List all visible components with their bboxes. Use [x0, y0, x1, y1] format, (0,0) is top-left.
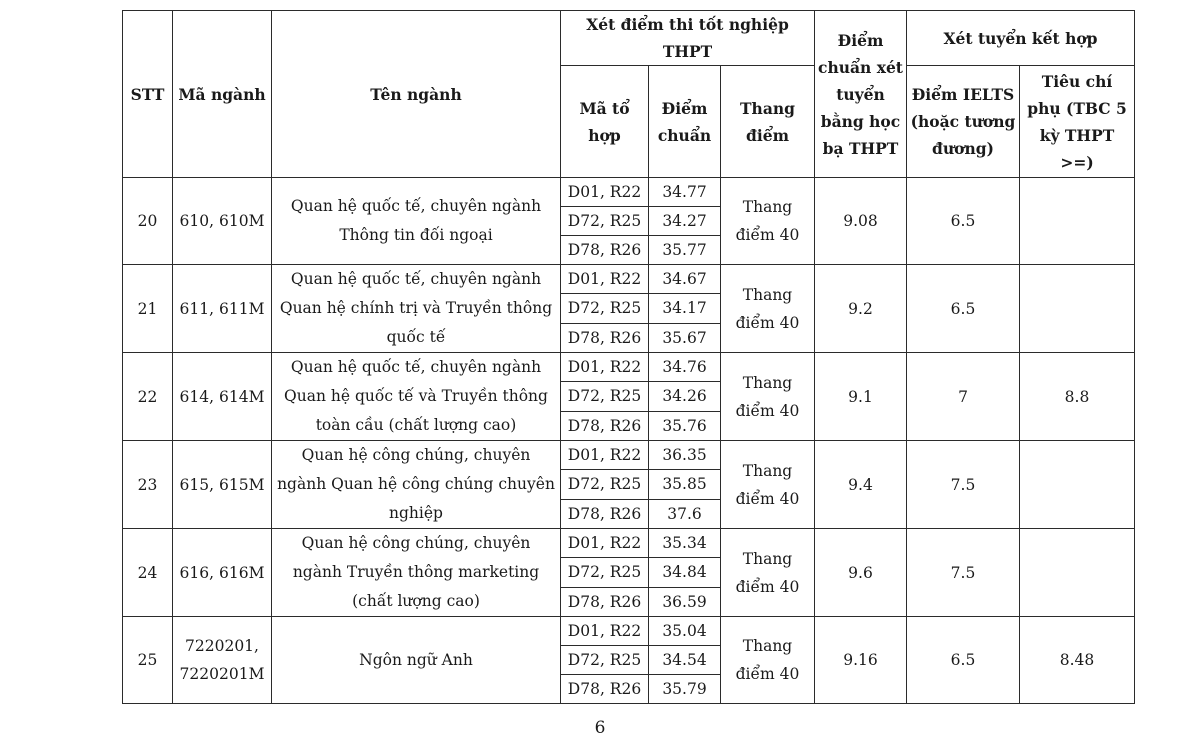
ten-nganh-cell: Ngôn ngữ Anh — [272, 617, 561, 704]
col-header-ten-nganh: Tên ngành — [272, 11, 561, 178]
ma-nganh-cell: 7220201, 7220201M — [173, 617, 272, 704]
table-row — [123, 441, 1135, 470]
diem-chuan-cell: 36.59 — [649, 587, 721, 616]
diem-chuan-cell: 35.85 — [649, 470, 721, 499]
diem-chuan-cell: 34.77 — [649, 178, 721, 207]
thang-diem-cell: Thang điểm 40 — [721, 353, 815, 441]
ten-nganh-cell: Quan hệ quốc tế, chuyên ngành Quan hệ chính trị và Truyền thông quốc tế — [272, 265, 561, 353]
diem-chuan-cell: 34.54 — [649, 646, 721, 675]
stt-cell: 22 — [123, 353, 173, 441]
ma-to-hop-cell: D01, R22 — [561, 529, 649, 558]
ma-to-hop-cell: D72, R25 — [561, 294, 649, 323]
ma-nganh-cell: 611, 611M — [173, 265, 272, 353]
table-row — [123, 178, 1135, 207]
ten-nganh-cell: Quan hệ quốc tế, chuyên ngành Quan hệ quốc tế và Truyền thông toàn cầu (chất lượng cao) — [272, 353, 561, 441]
hoc-ba-cell: 9.2 — [815, 265, 907, 353]
thang-diem-cell: Thang điểm 40 — [721, 617, 815, 704]
ten-nganh-cell: Quan hệ công chúng, chuyên ngành Truyền thông marketing (chất lượng cao) — [272, 529, 561, 617]
thang-diem-cell: Thang điểm 40 — [721, 529, 815, 617]
diem-chuan-cell: 35.67 — [649, 323, 721, 352]
diem-chuan-cell: 35.04 — [649, 617, 721, 646]
ma-nganh-cell: 614, 614M — [173, 353, 272, 441]
diem-chuan-cell: 34.27 — [649, 207, 721, 236]
thang-diem-cell: Thang điểm 40 — [721, 265, 815, 353]
ielts-cell: 7.5 — [907, 441, 1020, 529]
diem-chuan-cell: 35.79 — [649, 675, 721, 704]
tieu-chi-phu-cell — [1020, 529, 1135, 617]
ma-to-hop-cell: D78, R26 — [561, 411, 649, 440]
diem-chuan-cell: 34.76 — [649, 353, 721, 382]
col-header-diem-chuan: Điểm chuẩn — [649, 66, 721, 178]
table-body — [123, 178, 1135, 704]
hoc-ba-cell: 9.08 — [815, 178, 907, 265]
ma-to-hop-cell: D72, R25 — [561, 558, 649, 587]
diem-chuan-cell: 36.35 — [649, 441, 721, 470]
page-number: 6 — [594, 718, 606, 738]
table-row — [123, 617, 1135, 646]
ielts-cell: 6.5 — [907, 178, 1020, 265]
table-row — [123, 265, 1135, 294]
ma-to-hop-cell: D01, R22 — [561, 353, 649, 382]
ma-nganh-cell: 610, 610M — [173, 178, 272, 265]
table-row — [123, 353, 1135, 382]
col-header-diem-chuan-hoc-ba: Điểm chuẩn xét tuyển bằng học bạ THPT — [815, 11, 907, 178]
ten-nganh-cell: Quan hệ công chúng, chuyên ngành Quan hệ công chúng chuyên nghiệp — [272, 441, 561, 529]
stt-cell: 24 — [123, 529, 173, 617]
stt-cell: 20 — [123, 178, 173, 265]
ma-to-hop-cell: D72, R25 — [561, 646, 649, 675]
ma-nganh-cell: 615, 615M — [173, 441, 272, 529]
tieu-chi-phu-cell — [1020, 265, 1135, 353]
stt-cell: 25 — [123, 617, 173, 704]
col-header-tieu-chi-phu: Tiêu chí phụ (TBC 5 kỳ THPT >=) — [1020, 66, 1135, 178]
ielts-cell: 6.5 — [907, 265, 1020, 353]
stt-cell: 21 — [123, 265, 173, 353]
ma-to-hop-cell: D78, R26 — [561, 675, 649, 704]
ten-nganh-cell: Quan hệ quốc tế, chuyên ngành Thông tin đối ngoại — [272, 178, 561, 265]
ma-to-hop-cell: D01, R22 — [561, 441, 649, 470]
col-header-diem-ielts: Điểm IELTS (hoặc tương đương) — [907, 66, 1020, 178]
tieu-chi-phu-cell: 8.8 — [1020, 353, 1135, 441]
tieu-chi-phu-cell — [1020, 441, 1135, 529]
thang-diem-cell: Thang điểm 40 — [721, 441, 815, 529]
ma-to-hop-cell: D78, R26 — [561, 499, 649, 528]
diem-chuan-cell: 35.34 — [649, 529, 721, 558]
ma-to-hop-cell: D01, R22 — [561, 178, 649, 207]
ma-to-hop-cell: D78, R26 — [561, 236, 649, 265]
ma-nganh-cell: 616, 616M — [173, 529, 272, 617]
ma-to-hop-cell: D72, R25 — [561, 470, 649, 499]
diem-chuan-cell: 34.67 — [649, 265, 721, 294]
hoc-ba-cell: 9.4 — [815, 441, 907, 529]
document-page — [122, 10, 1135, 704]
group-header-xet-diem-thi: Xét điểm thi tốt nghiệp THPT — [561, 11, 815, 66]
tieu-chi-phu-cell: 8.48 — [1020, 617, 1135, 704]
ielts-cell: 7.5 — [907, 529, 1020, 617]
hoc-ba-cell: 9.6 — [815, 529, 907, 617]
header-row-1 — [123, 11, 1135, 66]
table-row — [123, 529, 1135, 558]
col-header-ma-nganh: Mã ngành — [173, 11, 272, 178]
ielts-cell: 6.5 — [907, 617, 1020, 704]
col-header-thang-diem: Thang điểm — [721, 66, 815, 178]
diem-chuan-cell: 35.76 — [649, 411, 721, 440]
admission-scores-table — [122, 10, 1135, 704]
diem-chuan-cell: 35.77 — [649, 236, 721, 265]
ma-to-hop-cell: D78, R26 — [561, 587, 649, 616]
ma-to-hop-cell: D72, R25 — [561, 382, 649, 411]
ielts-cell: 7 — [907, 353, 1020, 441]
ma-to-hop-cell: D78, R26 — [561, 323, 649, 352]
ma-to-hop-cell: D01, R22 — [561, 617, 649, 646]
thang-diem-cell: Thang điểm 40 — [721, 178, 815, 265]
diem-chuan-cell: 34.17 — [649, 294, 721, 323]
tieu-chi-phu-cell — [1020, 178, 1135, 265]
group-header-xet-tuyen-ket-hop: Xét tuyển kết hợp — [907, 11, 1135, 66]
diem-chuan-cell: 34.84 — [649, 558, 721, 587]
diem-chuan-cell: 37.6 — [649, 499, 721, 528]
hoc-ba-cell: 9.16 — [815, 617, 907, 704]
ma-to-hop-cell: D01, R22 — [561, 265, 649, 294]
col-header-stt: STT — [123, 11, 173, 178]
hoc-ba-cell: 9.1 — [815, 353, 907, 441]
ma-to-hop-cell: D72, R25 — [561, 207, 649, 236]
diem-chuan-cell: 34.26 — [649, 382, 721, 411]
col-header-ma-to-hop: Mã tổ hợp — [561, 66, 649, 178]
stt-cell: 23 — [123, 441, 173, 529]
